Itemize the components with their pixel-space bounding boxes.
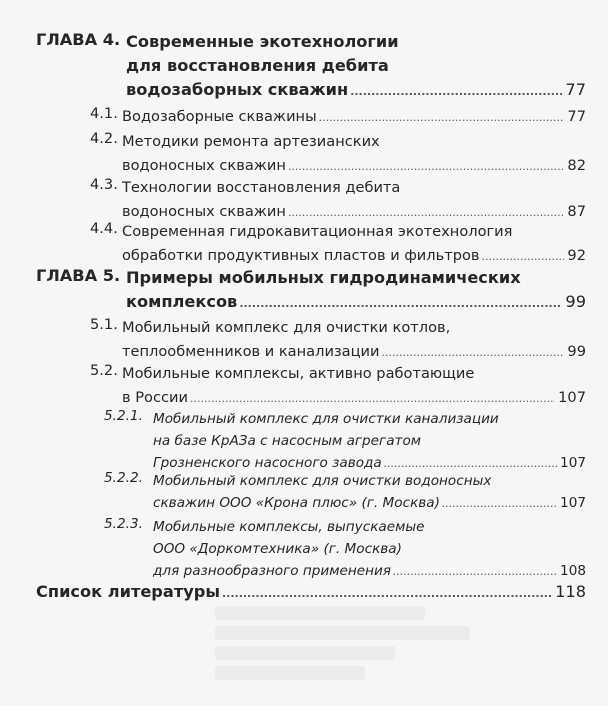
section-4-1-title: Водозаборные скважины [122,108,317,125]
chapter-4-title-line-1: Современные экотехнологии [126,32,399,51]
chapter-5-title-line-2: комплексов [126,292,238,311]
section-5-1-title-line-1: Мобильный комплекс для очистки котлов, [122,319,451,336]
subsection-5-2-3-page: 108 [560,563,586,579]
subsection-5-2-1-title-line-2: на базе КрАЗа с насосным агрегатом [153,433,422,449]
dot-leader [319,106,565,130]
chapter-4-entry [36,30,586,108]
subsection-5-2-3-title-line-2: ООО «Доркомтехника» (г. Москва) [153,541,402,557]
dot-leader [350,80,562,104]
subsection-5-2-3-number: 5.2.3. [104,516,143,532]
bleed-through-shadow [215,600,515,700]
section-4-3-number: 4.3. [90,176,118,193]
dot-leader [239,292,562,316]
section-5-1-title-line-2: теплообменников и канализации [122,343,380,360]
subsection-5-2-2-page: 107 [560,495,586,511]
section-4-2-entry [90,130,586,178]
section-5-2-title-line-2: в России [122,389,188,406]
section-4-3-page: 87 [567,203,586,220]
chapter-5-title-line-1: Примеры мобильных гидродинамических [126,268,521,287]
section-4-2-title-line-2: водоносных скважин [122,157,286,174]
subsection-5-2-3-title-line-1: Мобильные комплексы, выпускаемые [153,519,425,535]
section-5-2-page: 107 [558,389,586,406]
chapter-4-number: ГЛАВА 4. [36,30,121,49]
chapter-4-title-line-3: водозаборных скважин [126,80,349,99]
section-4-2-page: 82 [567,157,586,174]
section-4-1-page: 77 [567,108,586,125]
subsection-5-2-2-title-line-2: скважин ООО «Крона плюс» (г. Москва) [153,495,440,511]
section-4-2-title-line-1: Методики ремонта артезианских [122,133,380,150]
subsection-5-2-3-title-line-3: для разнообразного применения [153,563,391,579]
chapter-5-number: ГЛАВА 5. [36,266,121,285]
section-4-4-number: 4.4. [90,220,118,237]
section-5-1-number: 5.1. [90,316,118,333]
subsection-5-2-2-entry [104,470,586,514]
section-5-2-number: 5.2. [90,362,118,379]
chapter-5-page: 99 [565,292,586,311]
literature-entry [36,580,586,606]
chapter-4-page: 77 [565,80,586,99]
chapter-5-entry [36,266,586,316]
subsection-5-2-2-title-line-1: Мобильный комплекс для очистки водоносных [153,473,492,489]
section-4-1-number: 4.1. [90,105,118,122]
section-5-2-entry [90,362,586,410]
section-5-1-page: 99 [567,343,586,360]
section-4-2-number: 4.2. [90,130,118,147]
subsection-5-2-2-number: 5.2.2. [104,470,143,486]
subsection-5-2-1-title-line-3: Грозненского насосного завода [153,455,382,471]
subsection-5-2-1-entry [104,408,586,474]
section-4-1-entry [90,105,586,129]
section-5-2-title-line-1: Мобильные комплексы, активно работающие [122,365,475,382]
section-4-3-entry [90,176,586,224]
dot-leader [442,493,557,515]
section-4-3-title-line-1: Технологии восстановления дебита [122,179,401,196]
section-4-3-title-line-2: водоносных скважин [122,203,286,220]
literature-page: 118 [555,582,586,601]
subsection-5-2-1-page: 107 [560,455,586,471]
literature-title: Список литературы [36,582,220,601]
chapter-4-title-line-2: для восстановления дебита [126,56,389,75]
dot-leader [222,582,552,606]
subsection-5-2-1-title-line-1: Мобильный комплекс для очистки канализации [153,411,499,427]
subsection-5-2-1-number: 5.2.1. [104,408,143,424]
section-4-4-page: 92 [567,247,586,264]
section-5-1-entry [90,316,586,364]
section-4-4-title-line-1: Современная гидрокавитационная экотехнология [122,223,513,240]
section-4-4-entry [90,220,586,268]
subsection-5-2-3-entry [104,516,586,582]
section-4-4-title-line-2: обработки продуктивных пластов и фильтров [122,247,480,264]
